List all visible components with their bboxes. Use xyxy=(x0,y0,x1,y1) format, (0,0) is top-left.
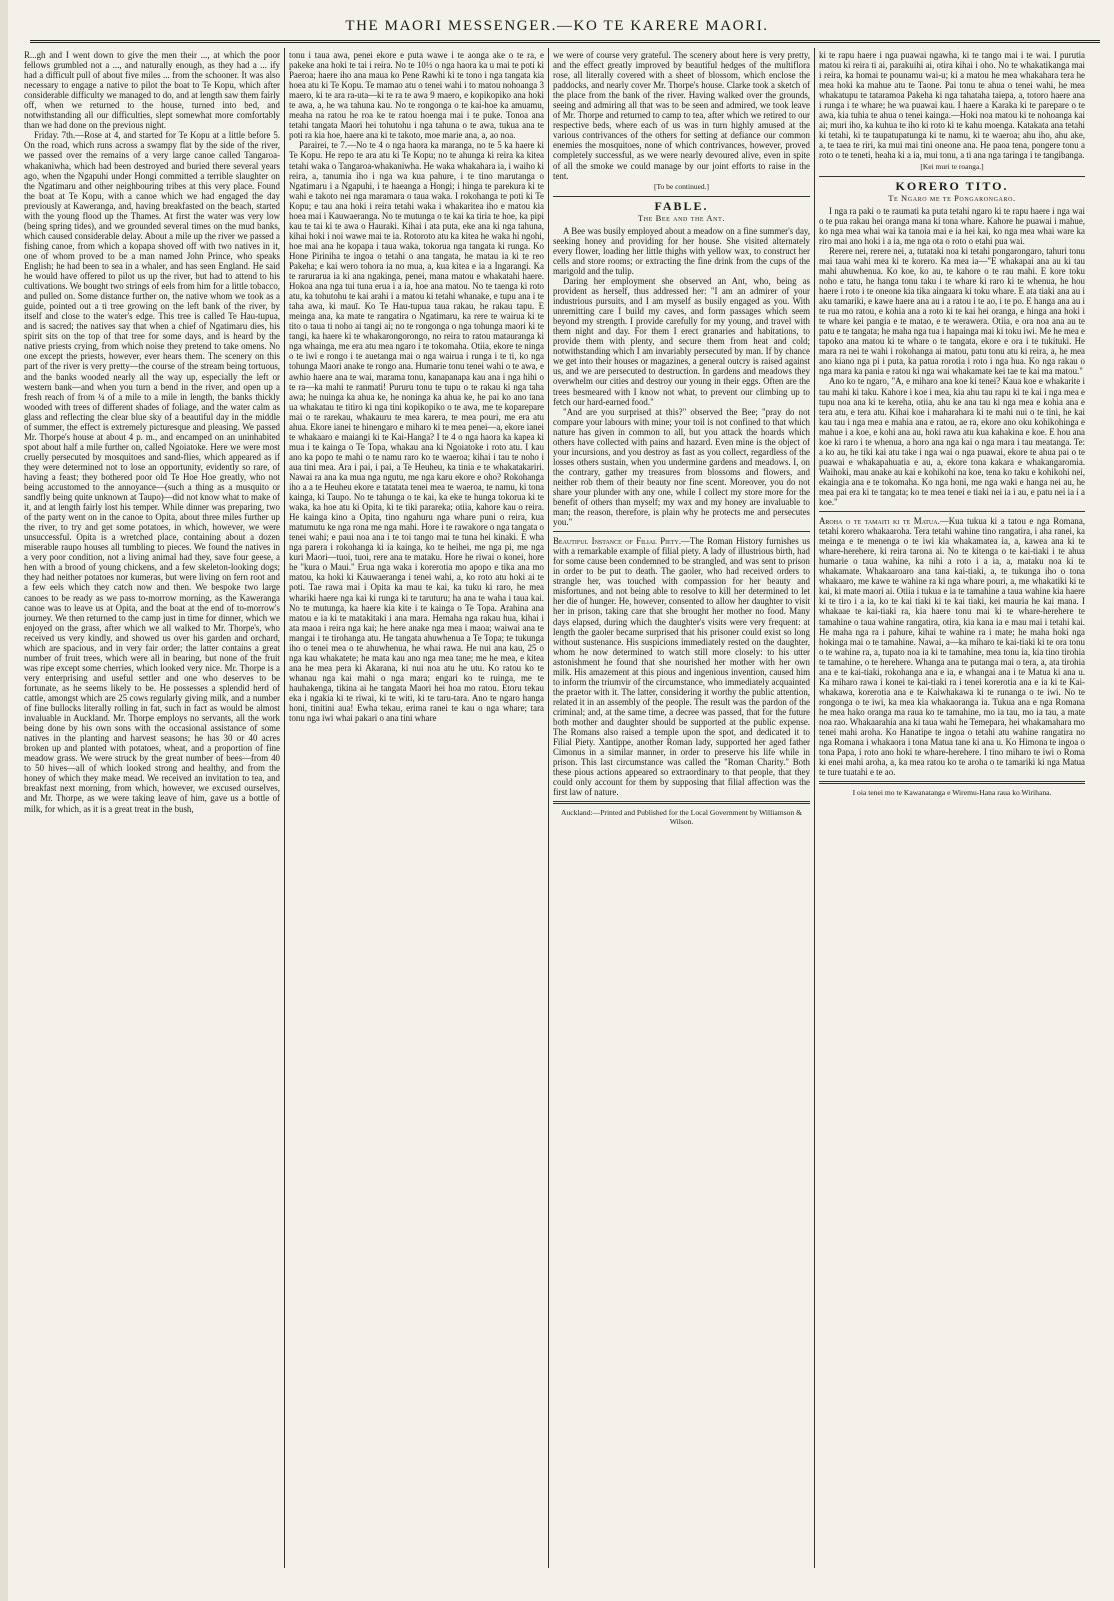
col2-text xyxy=(289,50,544,723)
column-3 xyxy=(553,50,810,1596)
masthead-rule xyxy=(30,40,1100,43)
aroha-heading: Aroha o te tamaiti ki te Matua. xyxy=(819,516,940,527)
column-divider xyxy=(284,48,285,1568)
fable-text xyxy=(553,226,810,527)
fable-subheading: The Bee and the Ant. xyxy=(637,212,726,223)
paragraph: Ano ko te ngaro, "A, e miharo ana koe ki tenei? Kaua koe e whakarite i tau mahi ki taku. Kahore i koe i mea, kia ahu tau rapu ki te kai i nga mea e tupu noa ana ki te kereha, otiia, ahu ke ana tau ki nga mea e kohia ana e tera atu, e tera atu. Kihai koe i maharahara ki te mahi nui o te tini, he kai kau tau i nga mea e mahia ana e ratou, ae ra, ekore ano oku kohikohinga e mahue i a koe, e kohi ana au, hoki rawa atu kua kahakina e koe. E hou ana koe ki raro i te whenua, a horo ana nga kai o nga mara i tau meatanga. Te: a ko au, he tiki kai atu take i nga wai o nga puawai, ekore te ahua pai o te puawai e whakapahuatia e au, a, ekore tona kakara e whakangaromia. Waihoki, mau anake au kai e kohikohi na koe, tena ko taku e kohikohi nei, ekaingia ana e te tokomaha. Ko nga honi, me nga waki e hanga nei au, he mea pai era ki te tangata; ko te mea tenei e tiaki nei ia i au, e patu nei ia i a koe." xyxy=(819,376,1085,508)
col4-top-text xyxy=(819,50,1085,161)
masthead: THE MAORI MESSENGER.—KO TE KARERE MAORI. xyxy=(345,18,769,34)
col1-text xyxy=(24,50,280,814)
section-rule xyxy=(553,196,810,197)
aroha-article xyxy=(819,516,1085,777)
paragraph: we were of course very grateful. The scenery about here is very pretty, and the effect greatly improved by beautiful hedges of the multiflora rose, all literally covered with a sheet of blossom, which enclose the paddocks, and nearly cover Mr. Thorpe's house. Clarke took a sketch of the place from the bank of the river. Having walked over the grounds, seeing and admiring all that was to be seen and admired, we took leave of Mr. Thorpe and returned to camp to tea, after which we retired to our respective beds, where each of us was in turn highly amused at the various contrivances of the others for setting at defiance our common enemies the mosquitoes, none of which contrivances, however, proved completely successful, as we were nearly devoured alive, even in spite of all the smoke we could manage by our joint efforts to raise in the tent. xyxy=(553,50,810,181)
imprint: Auckland:—Printed and Published for the Local Government by Williamson & Wilson. xyxy=(560,808,803,827)
paragraph: ki te rapu haere i nga puawai ngawha, ki te tango mai i te wai. I purutia matou ki reira ti ai, parakuihi ai, otira kihai i oho. No te whakatikanga mai i reira, ka homai te pounamu wai-u; ki a matou he mea whakahara tera he mea hoki ka mahue atu te Taone. Pai tonu te ahua o tenei wahi, he mea whakatupu te tataramoa Pakeha ki nga tahataha taiepa, a, totoro haere ana i runga i te whare; he wa puawai kau. I haere a Karaka ki te parepare o te awa, kia tuhia te ahua o tenei kainga.—Hoki noa matou ki te nohoanga kai ai; muri iho, ka kuhua te iho ki roto ki te kahu moenga. Katakata ana tetahi ki tetahi, ki te taupatupatunga ki te namu, ki te waeroa; ahu iho, ahu ake, a, te taea te riri, ka mui mai tini oneone ana. He paoa tena, pongere tonu a roto o te teneti, heaha ki a ia, mui tonu, a ti ana nga taringa i te tangibanga. xyxy=(819,50,1085,161)
maori-imprint: I oia tenei mo te Kawanatanga e Wiremu-Hana raua ko Wirihana. xyxy=(852,788,1052,798)
paragraph: Rerere nei, rerere nei, a, tutataki noa ki tetahi pongarongaro, tahuri tonu mai taua wahi mea ki te korero. Ka mea ia—"E whakapai ana au ki tau mahi ahuwhenua. Ko koe, ko au, te kahore o te rau mahi. E kore toku noho e tatu, he hanga tonu taku i te whare ki raro ki te whenua, he hou haere i roto i te oneone kia tika aingaara ki toku whare. E ata tiaki ana au i aku tamariki, e kawe haere ana au i a ratou i te ao, i te po. E hanga ana au i te rua mo ratou, e kohia ana a roto ki te kai hei oranga, e hinga ana hoki i te whare kei pangia e te matao, e te werawera. Otiia, e ora noa ana au te patu e te tangata; he maha nga tua i hapainga mai ki toku iwi. Me he mea e tapoko ana matou ki te whare o te tangata, ekore e ora i te tukituki. He mara ra nei te wahi i rokohanga ai matou, patu tonu atu ki reira, a, he mea ano kiano nga pi i puta, ka patua rorotia i roto i nga hua. Ko nga rakau o nga mara ka pania e ratou ki nga wai whakamate kei tae te kai ma matou." xyxy=(819,245,1085,377)
aroha-text: —Kua tukua ki a tatou e nga Romana, tetahi korero whakaaroha. Tera tetahi wahine tino rangatira, i aha ranei, ka meinga e te menenga o te iwi kia whakamatea ia, a, kawea ana ki te whare-herehere, ki reira tarona ai. No te kitenga o te kai-tiaki i te ahua humarie o taua wahine, ka nihi a roto i a ia, a, mataku noa ki te whakamate. Whakaaroaro ana tana kai-tiaki, a, te tukunga iho o tona whakaaro, me kawe te wahine ra ki nga whare pouri, a, me whakatiki ki te kai, ki mate maori ai. Otiia i tukua e ia te tamahine a taua wahine kia haere ki te tiro i a ia, ko te kai tiaki ki te kai tiaki, kei mauria he kai mana. I whakaae te kai-tiaki ra, kia haere tonu mai ki te whare-herehere te tamahine o taua wahine rangatira, otira, kia kana ia e mau mai i tetahi kai. He maha nga ra i pahure, kihai te wahine ra i mate; he maha hoki nga hokinga mai o te tamahine. Nawai, a—ka miharo te kai-tiaki ki te ora tonu o te wahine ra, a, tupato noa ia ki te tamahine, mea tonu ia, kia tino tirohia te tamahine, o te herehere. Whanga ana te putanga mai o tera, a, ata tirohia ana e te kai-tiaki, rokohanga ana e ia, e whangai ana i te Matua ki ana u. Ka miharo rawa i konei te kai-tiaki ra i tenei korerotia ana e ia ki te Kai-whakawa, korerotia ana e te Kaiwhakawa ki te runanga o te iwi. No te rongonga o te iwi, ka mea kia whakaoranga ia. Tukua ana e nga Romana he mea hako oranga ma raua ko te tamahine, mo ia tau, mo ia tau, a mate noa rao. Whakaarahia ana ki taua wahi he Temepara, hei whakamahara mo tenei mahi aroha. Ko Hanatipe te ingoa o tetahi atu wahine rangatira no nga Romana i whakaora i tona Matua tane ki ana u. Ko Himona te ingoa o tona Papa, i roto ano hoki te whare-herehere. I tino miharo te iwi o Roma ki enei mahi aroha, a, ka mea ratou ko te aroha o te tamariki ki nga Matua te ture tuatahi e te ao. xyxy=(819,516,1085,778)
fable-heading: FABLE. xyxy=(654,198,709,213)
section-rule xyxy=(553,531,810,532)
kei-muri-te-roanga: [Kei muri te roanga.] xyxy=(920,161,984,171)
korero-tito-heading: KORERO TITO. xyxy=(895,178,1009,193)
filial-piety-text: The Roman History furnishes us with a remarkable example of filial piety. A lady of illustrious birth, had for some cause been condemned to be strangled, and was sent to prison in order to be put to death. The gaoler, who had received orders to strangle her, was touched with compassion for her beauty and misfortunes, and not being able to resolve to kill her determined to let her die of hunger. He, however, consented to allow her daughter to visit her in prison, taking care that she brought her mother no food. Many days elapsed, during which the daughter's visits were very frequent: at length the gaoler became surprised that his prisoner could exist so long without sustenance. His suspicions immediately rested on the daughter, whom he now determined to watch still more closely: to his utter astonishment he found that she nourished her mother with her own milk. His amazement at this pious and ingenious invention, caused him to inform the triumvir of the circumstance, who immediately acquainted the praetor with it. The latter, considering it worthy the public attention, related it in an assembly of the people. The result was the pardon of the criminal; and, at the same time, a decree was passed, that for the future both mother and daughter should be supported at the public expense. The Romans also raised a temple upon the spot, and dedicated it to Filial Piety. Xantippe, another Roman lady, supported her aged father Cimonus in a similar manner, in order to preserve his life while in prison. This last circumstance was called the "Roman Charity." Both these pious actions appeared so extraordinary to that people, that they could only account for them by supposing that filial affection was the first law of nature. xyxy=(553,536,810,798)
paragraph: R...gh and I went down to give the men their ..., at which the poor fellows grumbled not a ..., and naturally enough, as they had a ... ify had a difficult pull of about five miles ... from the schooner. It was also necessary to engage a native to pilot the boat to Te Kopu, which after considerable difficulty we managed to do, and at length saw them fairly off, when we returned to the house, turned into bed, and notwithstanding all our difficulties, slept somewhat more comfortably than we had done on the previous night. xyxy=(24,50,280,131)
imprint-rule xyxy=(553,801,810,804)
column-divider xyxy=(814,48,815,1568)
page-edge xyxy=(0,0,8,1601)
section-rule xyxy=(819,176,1085,177)
column-2 xyxy=(289,50,544,1596)
paragraph: Parairei, te 7.—No te 4 o nga haora ka maranga, no te 5 ka haere ki Te Kopu. He repo te ara atu ki Te Kopu; no te ahunga ki reira ka kitea tetahi waka o Tangaroa-whakaniwha. He waka whakahara ia, i waiho ki reira, a, tanumia iho i nga wa kua pahure, i te tino marutanga o Ngatimaru i a Ngapuhi, i te haeanga a Hongi; i hinga te parekura ki te wahi e takoto nei nga maramara o taua waka. I rokohanga te poti ki Te Kopu; e tau ana hoki i reira tetahi waka i whakaritea iho e matou kia hoea mai i Kauwaeranga. No te mutunga o te kai ka tiria te hoe, ka pipi kau te tai ki te awa o Hauraki. Kihai i ata puta, eke ana ki nga tahuna, kihai hoki i noi wawe mai te ia. Rotoroto atu ka kitea he waka hi ngohi, hoe mai ana he kopapa i taua waka, tokorua nga tangata ki runga. Ko Hone Piriniha te ingoa o tetahi o ana tangata, he matau ia ki te reo Pakeha; e kai wero tohora ia no mua, a, kua kitea e ia a Ingarangi. Ka te rarurarua ia ki ana ngakinga, penei, mana matou e whakatahi haere. Hokoa ana nga tui tuna erua i a ia, hoe ana matou. No te taenga ki roto atu, ka tohutohu te kai arahi i a matou ki tetahi whanake, e tupu ana i te taha awa, ki mauī. Ko Te Hau-tupua taua rakau, he rakau tapu. E meinga ana, ka mate te rangatira o Ngatimaru, ka rere te wairua ki te tito o taua ti noho ai tangi ai; no te rongonga o nga tohunga maori ki te tangi, ka haere ki te whakarongorongo, no reira to ratou matauranga ki nga whainga, me era atu mea ngaro i te tokomaha. Otiia, ekore te ninga o te iwi e rongo i te auetanga mai o nga wairua i runga i te ti, ko nga tohunga Maori anake te rongo ana. Humarie tonu tenei wahi o te awa, e awhio haere ana te wai, marama tonu, kanapanapa kau ana i nga hihi o te ra—ka mahi te ranmati! Pururu tonu te tupu o te rakau ki nga taha awa; he nuinga ka ahua ke, he noninga ka ahua ke, he pai ko ano tana ua whakatau te titiro ki nga tini kopikopiko o te awa, me te koparepare mai o te rarekau, whakauru te mea karera, te mea pouri, me era atu ahua. Ekore ianei te hinengaro e miharo ki te mea penei—a, ekore ianei te whakaaro e maiangi ki te Kai-Hanga? I te 4 o nga haora ka kapea ki mua i te kainga o Te Topa, whakau ana ki Ngoiatoke i roto atu. I kau ano ka popo te mahi o te namu raro ko te waeroa; kihai i tau te noho i aua tini mea. Ara i pai, i pai, a Te Heuheu, ka tinia e te whakatakariri. Nawai ra ana ka mua nga ngutu, me nga karu ekore e oho? Rokohanga iho a a te Heuheu ekore e tatatata tenei mea te waeroa, te namu, ki tona kainga, ki Taupo. No te tahunga o te kai, ka eke te hunga tokorua ki te waka, ka hoe atu ki Opita, ki te tiki parareka; otiia, kahore kau o reira. He kainga kino a Opita, tino ngahuru nga whare puni o reira, kua matumutu ke nga rona me nga mahi. Hore i te rawakore o nga tangata o tenei wahi; e paui noa ana i te toi tango mai te tuna hei kinaki. E wha nga parera i rokohanga ki ia kainga, ko te heihei, me nga pi, me nga kuri Maori—tuoi, tuoi, rere ana te mataku. Hore he riwai o konei, hore he "kura o Maui." Erua nga waka i korerotia mo apopo e tika ana mo matou, ka hoki ki Kauwaeranga i tenei wahi, a, ko roto atu hoki ai te poti. Tae rawa mai i Opita ka mau te kai, ka tuku ki raro, he mea whariki haere nga kai ki runga ki te taruturu; ha ana te waha i taua kai. No te mutunga, ka haere kia kite i te kainga o Te Topa. Arahina ana matou e ia ki te matakitaki i ana mara. Hemaha nga rakau hua, kihai i ata maoa i reira nga kai; he here anake nga mea i maoa; waiwai ana te mangai i te tirohanga atu. He tangata ahuwhenua a Te Topa; te tukunga iho o tenei mea o te ahuwhenua, he whai rawa. He nui ana kau, 25 o nga kau whakatete; he mata kau ano nga mea tane; me he mea, e kitea ana he mea pera ki Akarana, ki nui noa atu he utu. Ko ratou ko te whanau nga kai mahi o nga mara; engari ko te ruinga, me te hauhakenga, tikina ai he tangata Maori hei hoa mo ratou. Etoru tekau eka i ngakia ki te riwai, ki te witi, ki te taru-tara. Ano te ngaro hanga honi, tinitini aua! Ewha tekau, erima ranei te kau o nga whare; tara tonu nga iwi whai pakari o ana tini whare xyxy=(289,140,544,724)
column-1 xyxy=(24,50,280,1596)
paragraph: Friday. 7th.—Rose at 4, and started for Te Kopu at a little before 5. On the road, which runs across a swampy flat by the side of the river, we passed over the remains of a very large canoe called Tangaroa-whakaniwha, which had been destroyed and buried there several years ago, when the Ngapuhi under Hongi committed a terrible slaughter on the Ngatimaru and other neighbouring tribes at this very place. Found the boat at Te Kopu, with a canoe which we had engaged the day previously at Kaweranga, and, having breakfasted on the beach, started with the young flood up the Thames. At first the water was very low (being spring tides), and we grounded several times on the mud banks, which caused considerable delay. About a mile up the river we passed a fishing canoe, from which a kopapa shoved off with two natives in it, one of whom proved to be a man named John Prince, who speaks English; he had been to sea in a whaler, and has seen England. He said he would have offered to pilot us up the river, but had to attend to his cultivations. We bought two strings of eels from him for a little tobacco, and pulled on. Some distance further on, the native whom we took as a guide, pointed out a ti tree growing on the left bank of the river, by itself and close to the water's edge. This tree is called Te Hau-tupua, and is sacred; the natives say that when a chief of Ngatimaru dies, his spirit sits on the top of that tree for some days, and is heard by the native priests crying, from which noise they pretend to take omens. No one except the priests, however, ever hears them. The scenery on this part of the river is very pretty—the course of the stream being tortuous, and the banks wooded nearly all the way up, especially the left or western bank—and when you turn a bend in the river, and open up a fresh reach of from ¼ of a mile to a mile in length, the banks thickly wooded with trees of different shades of foliage, and the water calm as glass and reflecting the clear blue sky of a beautiful day in the middle of summer, the effect is extremely picturesque and pleasing. We passed Mr. Thorpe's house at about 4 p. m., and encamped on an uninhabited spot about half a mile further on, called Ngoiatoke. Here we were most cruelly persecuted by mosquitoes and sand-flies, which appeared as if they were determined not to lose an opportunity, evidently so rare, of having a feast; they bothered poor old Te Hoe Hoe greatly, who not being accustomed to the annoyance—(such a thing as a musquito or sandfly being quite unknown at Taupo)—did not know what to make of it, and at length fairly lost his temper. While dinner was preparing, two of the party went on in the canoe to Opita, about three miles further up the river, to try and get some potatoes, in which, however, we were unsuccessful. Opita is a wretched place, containing about a dozen miserable raupo houses all tumbling to pieces. We found the natives in a very poor condition, not a living animal had they, save four geese, a hen with a brood of young chickens, and a few skeleton-looking dogs; they had neither potatoes nor kumeras, but were living on fern root and a few eels which they catch now and then. We bespoke two large canoes to be ready as we pass to-morrow morning, as the Kaweranga canoe was to leave us at Opita, and the boat at the end of to-morrow's journey. We then returned to the camp just in time for dinner, which we enjoyed on the grass, after which we all walked to Mr. Thorpe's, who received us very kindly, and showed us over his garden and orchard, which are spacious, and in very fair order; the latter contains a great number of fruit trees, which were all in bearing, but none of the fruit was ripe except some cherries, which looked very nice. Mr. Thorpe is a very enterprising and useful settler and one who deserves to be fortunate, as he seems likely to be. He possesses a splendid herd of cattle, amongst which are 25 cows regularly giving milk, and a number of fine bullocks literally rolling in fat, such in fact as would be almost invaluable in Auckland. Mr. Thorpe employs no servants, all the work being done by his own sons with the occasional assistance of some natives in the planting and harvest seasons; he has 30 or 40 acres broken up and planted with potatoes, wheat, and a proportion of fine meadow grass. We were struck by the great number of bees—from 40 to 50 hives—all of which looked strong and healthy, and from the honey of which they make mead. We received an invitation to tea, and breakfast next morning, from which, however, we excused ourselves, and Mr. Thorpe, as we were taking leave of him, gave us a bottle of milk, for which, as it is a great treat in the bush, xyxy=(24,130,280,814)
filial-piety-heading: Beautiful Instance of Filial Piety. xyxy=(553,536,682,547)
column-4 xyxy=(819,50,1085,1596)
column-divider xyxy=(548,48,549,1568)
filial-piety-article: Beautiful Instance of Filial Piety.—The Roman History furnishes us with a remarkable example of filial piety. A lady of illustrious birth, had for some cause been condemned to be strangled, and was sent to prison in order to be put to death. The gaoler, who had received orders to strangle her, was touched with compassion for her beauty and misfortunes, and not being able to resolve to kill her determined to let her die of hunger. He, however, consented to allow her daughter to visit her in prison, taking care that she brought her mother no food. Many days elapsed, during which the daughter's visits were very frequent: at length the gaoler became surprised that his prisoner could exist so long without sustenance. His suspicions immediately rested on the daughter, whom he now determined to watch still more closely: to his utter astonishment he found that she nourished her mother with her own milk. His amazement at this pious and ingenious invention, caused him to inform the triumvir of the circumstance, who immediately acquainted the praetor with it. The latter, considering it worthy the public attention, related it in an assembly of the people. The result was the pardon of the criminal; and, at the same time, a decree was passed, that for the future both mother and daughter should be supported at the public expense. The Romans also raised a temple upon the spot, and dedicated it to Filial Piety. Xantippe, another Roman lady, supported her aged father Cimonus in a similar manner, in order to preserve his life while in prison. This last circumstance was called the "Roman Charity." Both these pious actions appeared so extraordinary to that people, that they could only account for them by supposing that filial affection was the first law of nature. xyxy=(553,536,810,798)
paragraph: tonu i taua awa, penei ekore e puta wawe i te aonga ake o te ra, e pakeke ana hoki te tai i reira. No te 10½ o nga haora ka u mai te poti ki Paeroa; haere iho ana maua ko Pene Rawhi ki te tono i nga tangata kia hoea atu ki Te Kopu. Te mamao atu o tenei wahi i to matou nohoanga 3 maero, ki te ara ra-uta—ki te ra te awa 9 maero, e kopikopiko ana hoki te awa, a, he wa tahuna kau. No te rongonga o te kai-hoe ka amuamu, meaha na ratou he roa ke te ratou hoenga mai i te puke. Tonoa ana tetahi tangata Maori hei tohutohu i nga tahuna o te awa, tukua ana te poti ra kia hoe, haere ana ki te takoto, moe marie ana, a, ao noa. xyxy=(289,50,544,141)
col3-text xyxy=(553,50,810,181)
paragraph: "And are you surprised at this?" observed the Bee; "pray do not compare your labours with mine; your toil is not confined to that which nature has given in common to all, but you attack the hoards which others have collected with pains and hazard. Even mine is the object of your incursions, and you destroy as fast as you collect, regardless of the losses others sustain, when you undermine gardens and meadows. I, on the contrary, gather my treasures from blossoms and flowers, and neither rob them of their beauty nor fine scent. Moreover, you do not share your plunder with any one, while I collect my store more for the benefit of others than myself; my wax and my honey are invaluable to man; the reason, therefore, is plain why he protects me and persecutes you." xyxy=(553,406,810,528)
paragraph: Daring her employment she observed an Ant, who, being as provident as herself, thus addressed her: "I am an admirer of your industrious pursuits, and I am myself as busily engaged as you. With unremitting care I build my caves, and form passages which seem beyond my strength. I provide carefully for my young, and travel with them night and day. For them I erect granaries and habitations, to provide them with plenty, and secure them from heat and cold; notwithstanding which I am invariably persecuted by man. If by chance we get into their houses or magazines, a general outcry is raised against us, and we are persecuted to destruction. In gardens and meadows they overwhelm our cities and destroy our young in their eggs. Often are the trees besmeared with I know not what, to prevent our climbing up to fetch our hard-earned food." xyxy=(553,275,810,407)
paragraph: I nga ra paki o te raumati ka puta tetahi ngaro ki te rapu haere i nga wai o te pua rakau hei oranga mana ki tona whare. Kahore he puawai i mahue, ko nga mea whai wai ka tanoia mai e ia hei kai, ko nga mea whai ware ka riro mai ano hoki i a ia, me nga ota o roto o etahi pua wai. xyxy=(819,205,1085,246)
imprint-rule xyxy=(819,781,1085,784)
korero-tito-subheading: Te Ngaro me te Pongarongaro. xyxy=(888,192,1016,203)
korero-tito-text xyxy=(819,206,1085,507)
to-be-continued: [To be continued.] xyxy=(653,181,710,191)
section-rule xyxy=(819,511,1085,512)
paragraph: A Bee was busily employed about a meadow on a fine summer's day, seeking honey and providing for her house. She visited alternately every flower, loading her little thighs with yellow wax, to construct her cells and store rooms; or extracting the fine drink from the cups of the marigold and the tulip. xyxy=(553,225,810,276)
